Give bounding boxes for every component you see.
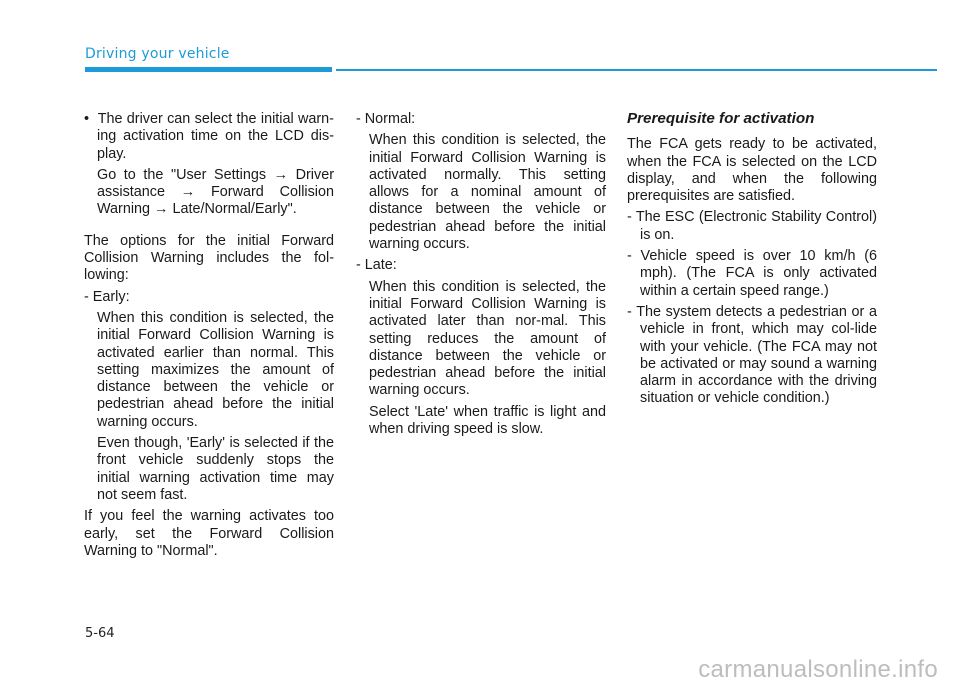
early-option-label: - Early: (84, 288, 130, 305)
header-rule-thin (336, 69, 937, 71)
column-1 (84, 111, 334, 560)
options-intro-text: The options for the initial Forward Collision Warning includes the fol-lowing: (84, 232, 334, 284)
column-3 (627, 111, 877, 408)
section-title: Driving your vehicle (85, 46, 230, 62)
prerequisite-heading: Prerequisite for activation (627, 110, 815, 127)
late-option-note: Select 'Late' when traffic is light and when driving speed is slow. (369, 403, 606, 438)
header-rule-thick (85, 67, 332, 72)
late-option-description: When this condition is selected, the initial Forward Collision Warning is activated later than nor-mal. This setting reduces the amount of distance between the vehicle or pedestrian ahead before the initial warning occurs. (369, 278, 606, 399)
page-number: 5-64 (85, 626, 115, 641)
normal-option-label: - Normal: (356, 111, 416, 127)
column-2 (356, 111, 606, 438)
bullet-initial-warning: • The driver can select the initial warn-ing activation time on the LCD dis-play. (84, 111, 334, 162)
late-option-label: - Late: (356, 257, 397, 274)
prerequisite-intro: The FCA gets ready to be activated, when the FCA is selected on the LCD display, and when the following prerequisites are satisfied. (627, 136, 877, 205)
settings-path-text: Go to the "User Settings → Driver assistance → Forward Collision Warning → Late/Normal/Early". (97, 166, 334, 218)
early-option-note: Even though, 'Early' is selected if the front vehicle suddenly stops the initial warning activation time may not seem fast. (97, 435, 334, 503)
prerequisite-item: - The ESC (Electronic Stability Control) is on. (627, 209, 877, 243)
early-advice-text: If you feel the warning activates too early, set the Forward Collision Warning to "Normal". (84, 508, 334, 559)
early-option-description: When this condition is selected, the initial Forward Collision Warning is activated earlier than normal. This setting maximizes the amount of distance between the vehicle or pedestrian ahead before the initial warning occurs. (97, 309, 334, 430)
prerequisite-item: - The system detects a pedestrian or a vehicle in front, which may col-lide with your vehicle. (The FCA may not be activated or may sound a warning alarm in accordance with the driving situation or vehicle condition.) (627, 303, 877, 407)
watermark-text: carmanualsonline.info (698, 656, 938, 683)
prerequisite-item: - Vehicle speed is over 10 km/h (6 mph). (The FCA is only activated within a certain speed range.) (627, 248, 877, 299)
normal-option-description: When this condition is selected, the initial Forward Collision Warning is activated normally. This setting allows for a nominal amount of distance between the vehicle or pedestrian ahead before the initial warning occurs. (369, 132, 606, 253)
